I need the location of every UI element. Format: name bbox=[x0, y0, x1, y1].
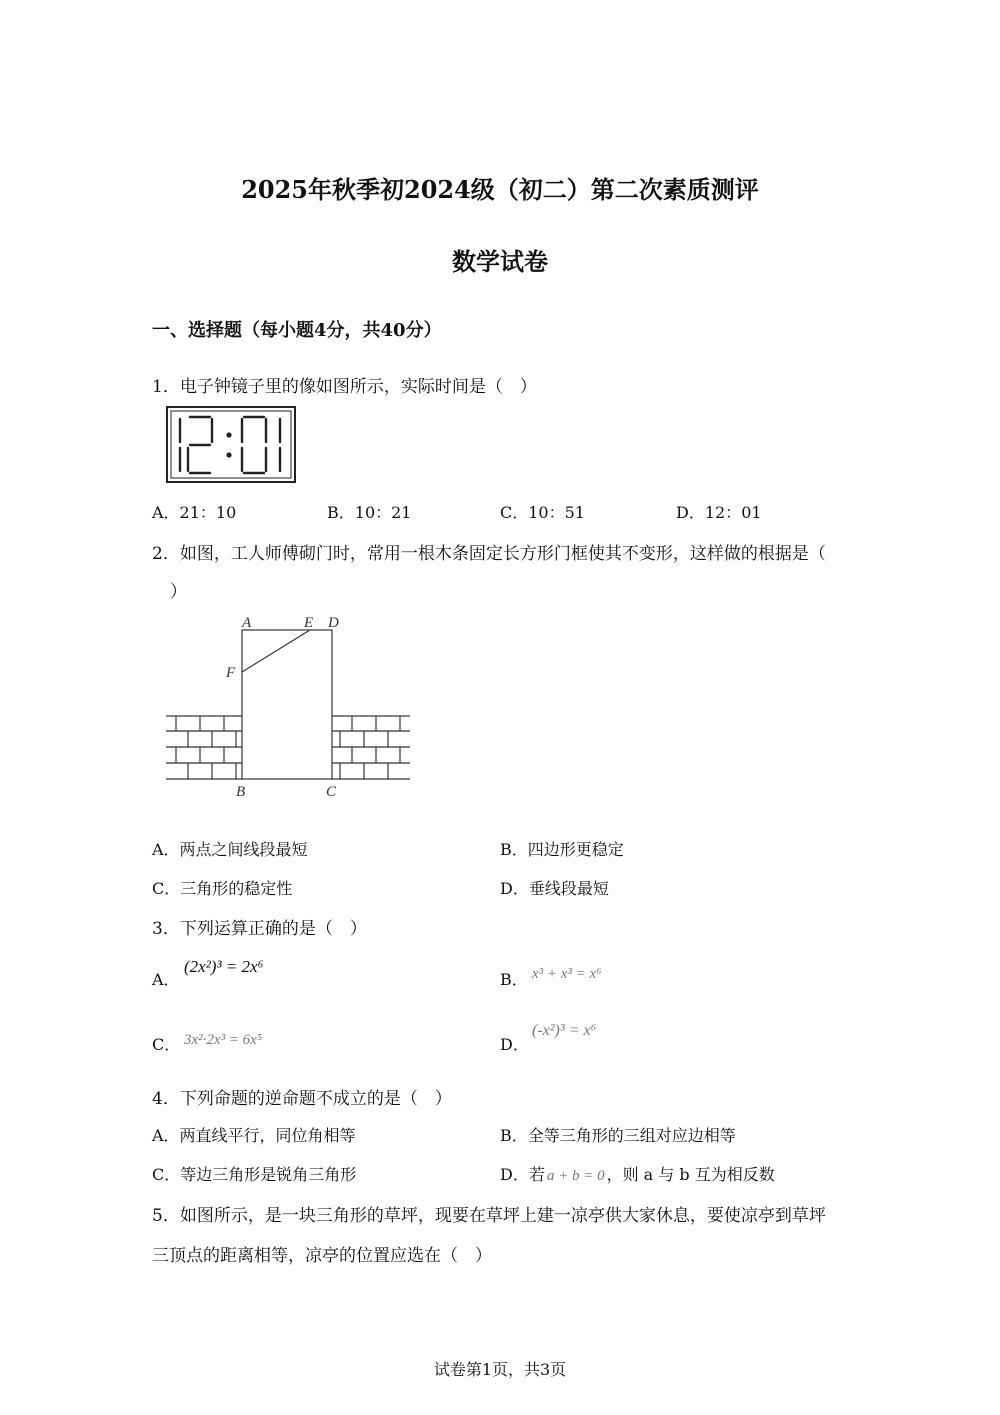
q3-option-d-expr: (-x²)³ = x⁶ bbox=[532, 1022, 597, 1039]
svg-text:F: F bbox=[226, 665, 236, 681]
q3-option-c-expr: 3x²·2x³ = 6x⁵ bbox=[184, 1032, 263, 1048]
door-frame-figure bbox=[160, 608, 420, 803]
svg-text:D: D bbox=[328, 615, 339, 631]
q4-option-d-prefix: D．若 bbox=[500, 1165, 545, 1184]
question-1-stem: 1．电子钟镜子里的像如图所示，实际时间是（ ） bbox=[152, 377, 537, 397]
question-2-stem-end: ） bbox=[170, 582, 187, 602]
page-footer: 试卷第1页，共3页 bbox=[433, 1360, 567, 1379]
q1-option-a: A．21：10 bbox=[152, 503, 237, 522]
exam-title: 2025年秋季初2024级（初二）第二次素质测评 bbox=[241, 175, 759, 204]
svg-text:A: A bbox=[242, 615, 252, 631]
q3-option-c-letter: C． bbox=[152, 1035, 181, 1054]
q2-option-d: D．垂线段最短 bbox=[500, 879, 609, 898]
q4-option-d-suffix: ，则 a 与 b 互为相反数 bbox=[606, 1165, 775, 1184]
q4-option-d bbox=[500, 1162, 775, 1185]
mirrored-clock-figure bbox=[166, 406, 298, 486]
q1-option-b: B．10：21 bbox=[327, 503, 412, 522]
question-3-stem: 3．下列运算正确的是（ ） bbox=[152, 919, 367, 939]
q4-option-b: B．全等三角形的三组对应边相等 bbox=[500, 1126, 736, 1145]
question-4-stem: 4．下列命题的逆命题不成立的是（ ） bbox=[152, 1089, 452, 1109]
q3-option-b-expr: x³ + x³ = x⁶ bbox=[532, 966, 602, 982]
q2-option-c: C．三角形的稳定性 bbox=[152, 879, 293, 898]
svg-text:E: E bbox=[304, 615, 314, 631]
q1-option-c: C．10：51 bbox=[500, 503, 585, 522]
q4-option-a: A．两直线平行，同位角相等 bbox=[152, 1126, 356, 1145]
question-5-stem: 5．如图所示，是一块三角形的草坪，现要在草坪上建一凉亭供大家休息，要使凉亭到草坪 bbox=[152, 1206, 826, 1226]
q1-option-d: D．12：01 bbox=[676, 503, 762, 522]
q2-option-a: A．两点之间线段最短 bbox=[152, 840, 308, 859]
q3-option-b-letter: B． bbox=[500, 970, 528, 989]
svg-text:B: B bbox=[236, 784, 246, 800]
q3-option-d-letter: D． bbox=[500, 1035, 529, 1054]
question-2-stem: 2．如图，工人师傅砌门时，常用一根木条固定长方形门框使其不变形，这样做的根据是（ bbox=[152, 544, 826, 564]
question-5-stem-cont: 三顶点的距离相等，凉亭的位置应选在（ ） bbox=[152, 1246, 492, 1266]
q3-option-a-expr: (2x²)³ = 2x⁶ bbox=[184, 957, 264, 976]
section-heading: 一、选择题（每小题4分，共40分） bbox=[152, 320, 442, 341]
exam-subject: 数学试卷 bbox=[452, 247, 548, 276]
q4-option-c: C．等边三角形是锐角三角形 bbox=[152, 1165, 357, 1184]
svg-text:C: C bbox=[326, 784, 337, 800]
q4-option-d-expr: a + b = 0 bbox=[546, 1168, 605, 1184]
q2-option-b: B．四边形更稳定 bbox=[500, 840, 624, 859]
q3-option-a-letter: A． bbox=[152, 970, 180, 989]
